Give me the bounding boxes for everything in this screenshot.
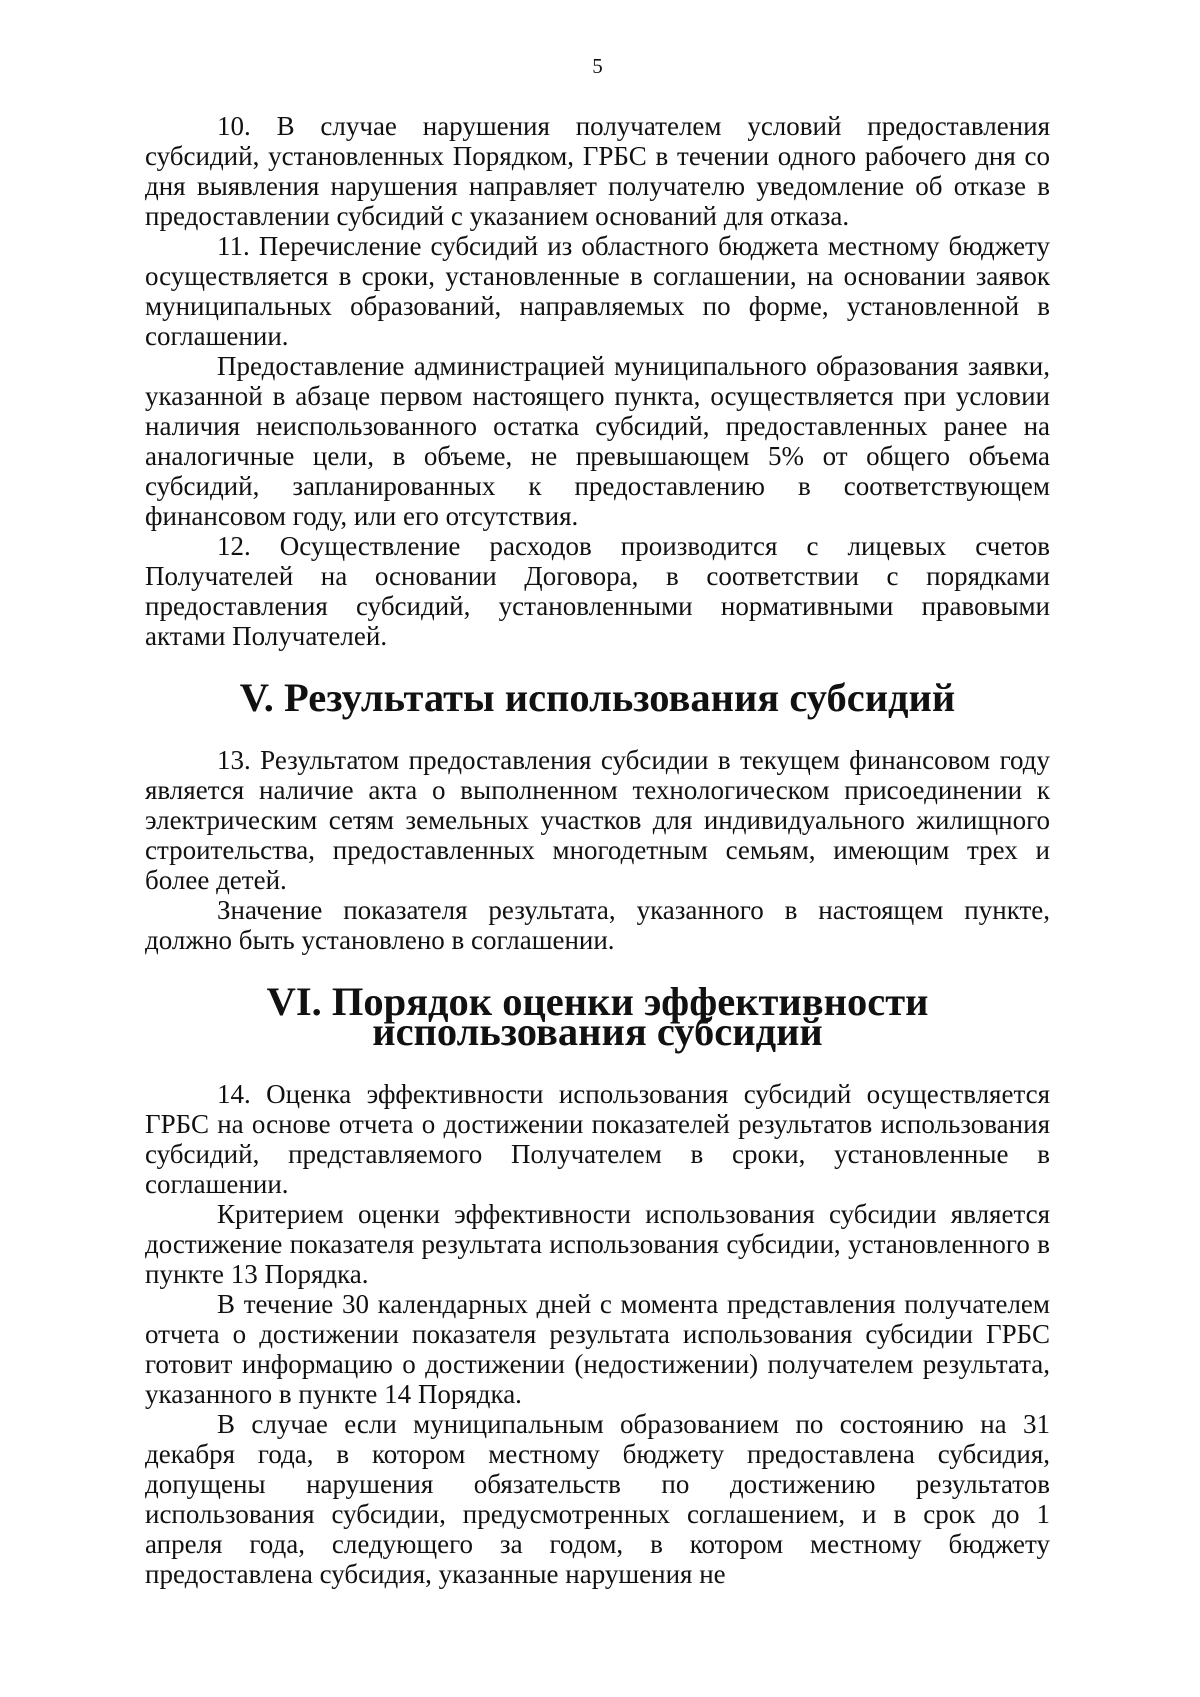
- paragraph-14-2: Критерием оценки эффективности использования субсидии является достижение показателя результата использования субсидии, установленного в пункте 13 Порядка.: [145, 1199, 1050, 1289]
- document-page: [145, 0, 1050, 1589]
- paragraph-11-2: Предоставление администрацией муниципального образования заявки, указанной в абзаце первом настоящего пункта, осуществляется при условии наличия неиспользованного остатка субсидий, предоставленных ранее на аналогичные цели, в объеме, не превышающем 5% от общего объема субсидий, запланированных к предоставлению в соответствующем финансовом году, или его отсутствия.: [145, 351, 1050, 531]
- paragraph-14-3: В течение 30 календарных дней с момента представления получателем отчета о достижении показателя результата использования субсидии ГРБС готовит информацию о достижении (недостижении) получателем результата, указанного в пункте 14 Порядка.: [145, 1289, 1050, 1409]
- section-heading-vi: VI. Порядок оценки эффективности использования субсидий: [266, 979, 929, 1054]
- paragraph-14-4: В случае если муниципальным образованием по состоянию на 31 декабря года, в котором местному бюджету предоставлена субсидия, допущены нарушения обязательств по достижению результатов использования субсидии, предусмотренных соглашением, и в срок до 1 апреля года, следующего за годом, в котором местному бюджету предоставлена субсидия, указанные нарушения не: [145, 1409, 1050, 1589]
- page-number: 5: [592, 54, 603, 78]
- paragraph-12: 12. Осуществление расходов производится с лицевых счетов Получателей на основании Договора, в соответствии с порядками предоставления субсидий, установленными нормативными правовыми актами Получателей.: [145, 531, 1050, 651]
- section-heading-v: V. Результаты использования субсидий: [239, 675, 956, 720]
- paragraph-13: 13. Результатом предоставления субсидии в текущем финансовом году является наличие акта о выполненном технологическом присоединении к электрическим сетям земельных участков для индивидуального жилищного строительства, предоставленных многодетным семьям, имеющим трех и более детей.: [145, 745, 1050, 895]
- paragraph-11: 11. Перечисление субсидий из областного бюджета местному бюджету осуществляется в сроки, установленные в соглашении, на основании заявок муниципальных образований, направляемых по форме, установленной в соглашении.: [145, 231, 1050, 351]
- paragraph-14: 14. Оценка эффективности использования субсидий осуществляется ГРБС на основе отчета о достижении показателей результатов использования субсидий, представляемого Получателем в сроки, установленные в соглашении.: [145, 1079, 1050, 1199]
- paragraph-13-2: Значение показателя результата, указанного в настоящем пункте, должно быть установлено в соглашении.: [145, 895, 1050, 955]
- paragraph-10: 10. В случае нарушения получателем условий предоставления субсидий, установленных Порядком, ГРБС в течении одного рабочего дня со дня выявления нарушения направляет получателю уведомление об отказе в предоставлении субсидий с указанием оснований для отказа.: [145, 111, 1050, 231]
